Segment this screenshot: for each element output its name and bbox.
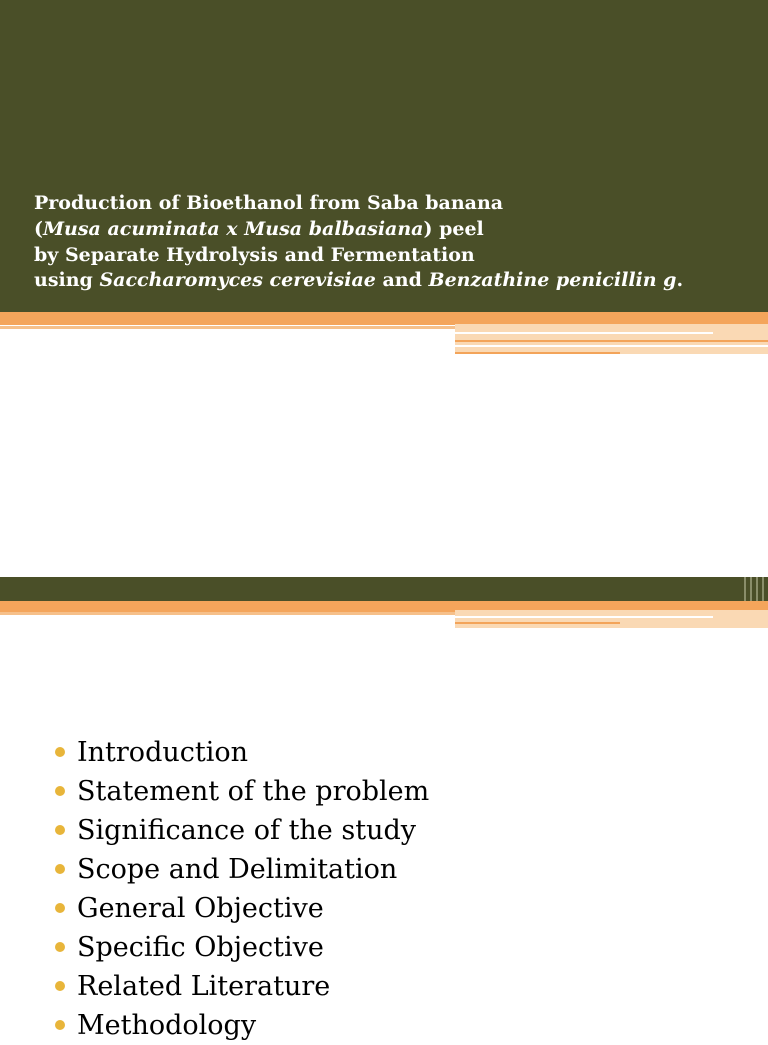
accent-box <box>455 324 768 354</box>
slide-title <box>34 191 754 294</box>
title-slide-header <box>0 0 768 312</box>
accent-thin-line <box>0 326 455 329</box>
list-item-label: Significance of the study <box>77 815 417 846</box>
accent-line <box>455 340 768 342</box>
title-line-1: Production of Bioethanol from Saba banana <box>34 192 504 214</box>
title-using: using <box>34 269 100 292</box>
decorative-stripes <box>740 577 768 601</box>
title-peel: ) peel <box>423 217 484 240</box>
accent-box <box>455 610 768 628</box>
title-species-name: Musa acuminata x Musa balbasiana <box>43 217 424 240</box>
bullet-icon <box>55 747 65 757</box>
list-item-label: General Objective <box>77 893 324 924</box>
title-yeast-name: Saccharomyces cerevisiae <box>99 269 376 292</box>
title-paren-open: ( <box>34 217 43 240</box>
list-item <box>50 811 429 850</box>
accent-line <box>455 622 620 624</box>
list-item-label: Specific Objective <box>77 932 324 963</box>
list-item <box>50 850 429 889</box>
list-item <box>50 967 429 1006</box>
bullet-icon <box>55 981 65 991</box>
list-item-label: Scope and Delimitation <box>77 854 398 885</box>
accent-line <box>455 616 713 618</box>
list-item-label: Introduction <box>77 737 248 768</box>
accent-line <box>455 332 713 334</box>
title-line-4 <box>34 268 754 294</box>
outline-slide-header <box>0 577 768 601</box>
accent-line <box>455 345 768 347</box>
bullet-icon <box>55 825 65 835</box>
title-line-3: by Separate Hydrolysis and Fermentation <box>34 243 475 266</box>
list-item <box>50 733 429 772</box>
accent-thin-line <box>0 612 455 615</box>
title-line-2 <box>34 217 754 243</box>
bullet-icon <box>55 1020 65 1030</box>
list-item <box>50 889 429 928</box>
list-item-label: Statement of the problem <box>77 776 430 807</box>
outline-list <box>50 733 429 1045</box>
bullet-icon <box>55 903 65 913</box>
title-period: . <box>676 269 684 292</box>
bullet-icon <box>55 942 65 952</box>
bullet-icon <box>55 786 65 796</box>
list-item <box>50 772 429 811</box>
accent-line <box>455 352 620 354</box>
list-item <box>50 1006 429 1045</box>
bullet-icon <box>55 864 65 874</box>
list-item-label: Related Literature <box>77 971 331 1002</box>
list-item <box>50 928 429 967</box>
title-antibiotic-name: Benzathine penicillin g <box>428 269 677 292</box>
title-and: and <box>375 269 429 292</box>
list-item-label: Methodology <box>77 1010 257 1041</box>
